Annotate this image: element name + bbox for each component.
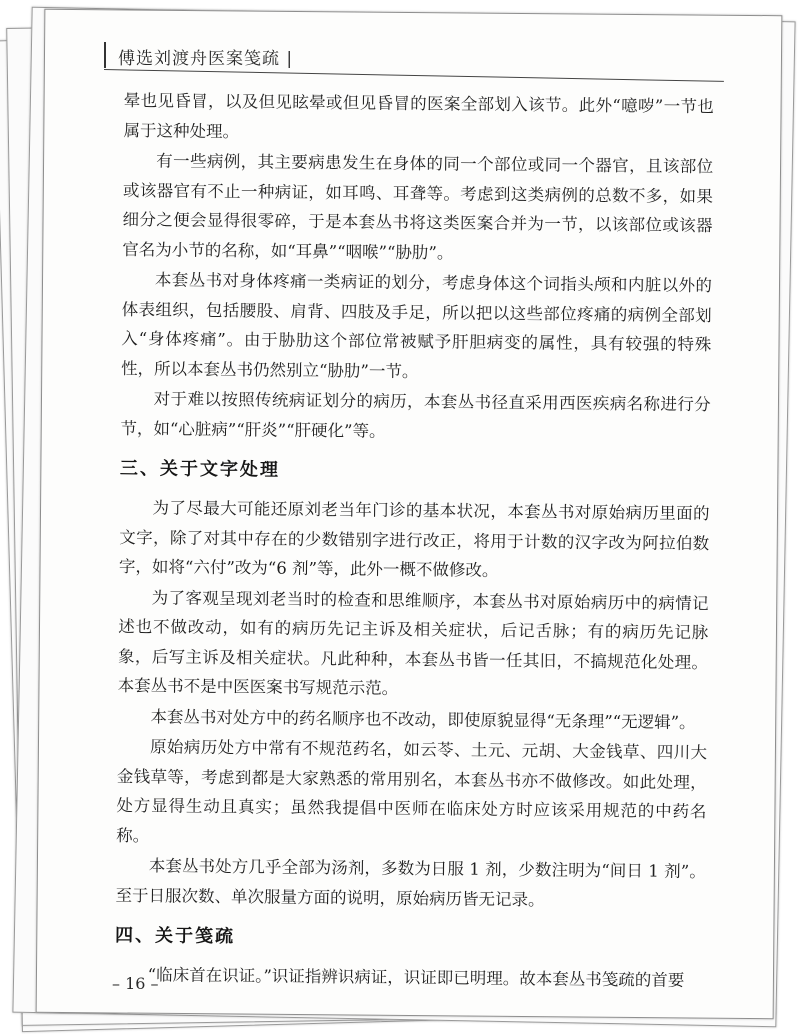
section-heading: 三、关于文字处理 <box>119 457 281 481</box>
page-body <box>115 86 714 997</box>
paragraph: “临床首在识证。”识证指辨识病证，识证即已明理。故本套丛书笺疏的首要 <box>147 965 685 990</box>
paragraph: 本套丛书对处方中的药名顺序也不改动，即使原貌显得“无条理”“无逻辑”。 <box>150 706 696 732</box>
paragraph: 为了客观呈现刘老当时的检查和思维顺序，本套丛书对原始病历中的病情记述也不做改动，如有的病历先记主诉及相关症状，后记舌脉；有的病历先记脉象，后写主诉及相关症状。凡此种种，本套丛书皆一任其旧，不搞规范化处理。本套丛书不是中医医案书写规范示范。 <box>117 587 709 698</box>
paragraph: 为了尽最大可能还原刘老当年门诊的基本状况，本套丛书对原始病历里面的文字，除了对其中存在的少数错别字进行改正，将用于计数的汉字改为阿拉伯数字，如将“六付”改为“6 剂”等，此外一概不做修改。 <box>118 498 710 580</box>
header-bar <box>104 42 106 68</box>
paragraph: 晕也见昏冒，以及但见眩晕或但见昏冒的医案全部划入该节。此外“噫哕”一节也属于这种处理。 <box>123 90 714 141</box>
page-number: – 16 – <box>112 974 159 993</box>
paragraph: 本套丛书对身体疼痛一类病证的划分，考虑身体这个词指头颅和内脏以外的体表组织，包括腰股、肩背、四肢及手足，所以把以这些部位疼痛的病例全部划入“身体疼痛”。由于胁肋这个部位常被赋予肝胆病变的属性，具有较强的特殊性，所以本套丛书仍然别立“胁肋”一节。 <box>120 270 713 381</box>
paragraph: 原始病历处方中常有不规范药名，如云苓、土元、元胡、大金钱草、四川大金钱草等，考虑到都是大家熟悉的常用别名，本套丛书亦不做修改。如此处理，处方显得生动且真实；虽然我提倡中医师在临床处方时应该采用规范的中药名称。 <box>116 737 708 845</box>
paragraph: 本套丛书处方几乎全部为汤剂，多数为日服 1 剂，少数注明为“间日 1 剂”。至于日服次数、单次服量方面的说明，原始病历皆无记录。 <box>115 856 706 909</box>
paragraph: 有一些病例，其主要病患发生在身体的同一个部位或同一个器官，且该部位或该器官有不止一种病证，如耳鸣、耳聋等。考虑到这类病例的总数不多，如果细分之便会显得很零碎，于是本套丛书将这类医案合并为一节，以该部位或该器官名为小节的名称，如“耳鼻”“咽喉”“胁肋”。 <box>122 151 714 262</box>
section-heading: 四、关于笺疏 <box>114 924 236 948</box>
paragraph: 对于难以按照传统病证划分的病历，本套丛书径直采用西医疾病名称进行分节，如“心脏病”“肝炎”“肝硬化”等。 <box>120 389 711 441</box>
running-title: 傅选刘渡舟医案笺疏 | <box>118 49 294 69</box>
